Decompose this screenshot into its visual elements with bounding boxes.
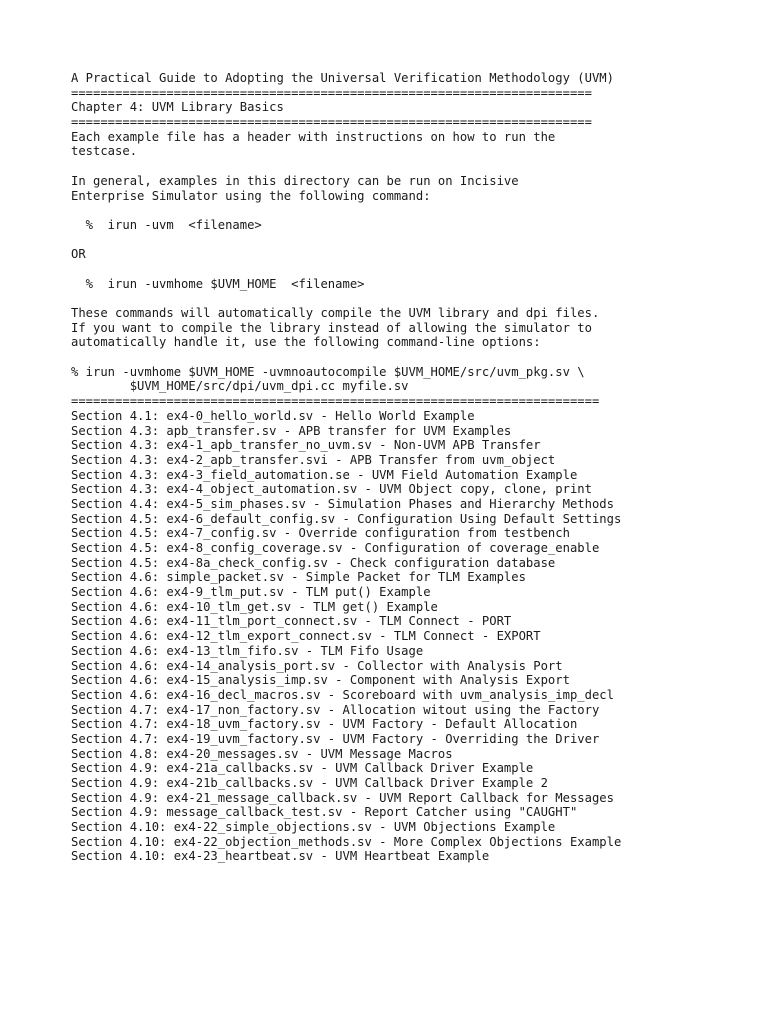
intro-line: testcase.: [71, 144, 138, 159]
section-entry: Section 4.6: ex4-9_tlm_put.sv - TLM put() Example: [71, 585, 431, 600]
section-entry: Section 4.10: ex4-23_heartbeat.sv - UVM Heartbeat Example: [71, 849, 490, 864]
separator-rule: =======================================================================: [71, 115, 592, 130]
section-entry: Section 4.4: ex4-5_sim_phases.sv - Simulation Phases and Hierarchy Methods: [71, 496, 614, 511]
section-entry: Section 4.6: ex4-12_tlm_export_connect.sv - TLM Connect - EXPORT: [71, 629, 541, 644]
section-entry: Section 4.6: ex4-15_analysis_imp.sv - Component with Analysis Export: [71, 673, 570, 688]
section-entry: Section 4.9: ex4-21_message_callback.sv - UVM Report Callback for Messages: [71, 790, 614, 805]
blank-line: [71, 291, 751, 306]
section-entry: Section 4.7: ex4-17_non_factory.sv - Allocation witout using the Factory: [71, 702, 600, 717]
command-line: % irun -uvmhome $UVM_HOME <filename>: [71, 276, 365, 291]
separator-rule: ========================================================================: [71, 394, 600, 409]
section-entry: Section 4.9: message_callback_test.sv - Report Catcher using "CAUGHT": [71, 805, 578, 820]
section-entry: Section 4.5: ex4-6_default_config.sv - Configuration Using Default Settings: [71, 511, 622, 526]
section-entry: Section 4.1: ex4-0_hello_world.sv - Hello World Example: [71, 408, 475, 423]
document-body: [71, 71, 751, 864]
section-entry: Section 4.9: ex4-21a_callbacks.sv - UVM Callback Driver Example: [71, 761, 534, 776]
separator-rule: =======================================================================: [71, 85, 592, 100]
or-text: OR: [71, 247, 86, 262]
compile-note-line: If you want to compile the library instead of allowing the simulator to: [71, 320, 592, 335]
compile-note-line: These commands will automatically compile the UVM library and dpi files.: [71, 306, 600, 320]
section-entry: Section 4.7: ex4-19_uvm_factory.sv - UVM Factory - Overriding the Driver: [71, 731, 600, 746]
section-entry: Section 4.6: ex4-16_decl_macros.sv - Scoreboard with uvm_analysis_imp_decl: [71, 687, 614, 702]
section-entry: Section 4.3: ex4-2_apb_transfer.svi - APB Transfer from uvm_object: [71, 452, 556, 467]
blank-line: [71, 350, 751, 365]
section-entry: Section 4.3: ex4-4_object_automation.sv - UVM Object copy, clone, print: [71, 482, 592, 497]
blank-line: [71, 159, 751, 174]
general-line: In general, examples in this directory can be run on Incisive: [71, 173, 519, 188]
section-entry: Section 4.3: ex4-1_apb_transfer_no_uvm.sv - Non-UVM APB Transfer: [71, 438, 541, 453]
command-line: % irun -uvm <filename>: [71, 217, 262, 232]
section-entry: Section 4.6: ex4-10_tlm_get.sv - TLM get() Example: [71, 599, 438, 614]
command-line: % irun -uvmhome $UVM_HOME -uvmnoautocompile $UVM_HOME/src/uvm_pkg.sv \: [71, 364, 585, 379]
section-entry: Section 4.6: ex4-14_analysis_port.sv - Collector with Analysis Port: [71, 658, 563, 673]
blank-line: [71, 262, 751, 277]
section-entry: Section 4.6: ex4-11_tlm_port_connect.sv - TLM Connect - PORT: [71, 614, 512, 629]
section-entry: Section 4.5: ex4-8a_check_config.sv - Check configuration database: [71, 555, 556, 570]
general-line: Enterprise Simulator using the following command:: [71, 188, 431, 203]
section-entry: Section 4.10: ex4-22_simple_objections.sv - UVM Objections Example: [71, 820, 556, 835]
section-entry: Section 4.3: ex4-3_field_automation.se - UVM Field Automation Example: [71, 467, 578, 482]
section-entry: Section 4.7: ex4-18_uvm_factory.sv - UVM Factory - Default Allocation: [71, 717, 578, 732]
command-line: $UVM_HOME/src/dpi/uvm_dpi.cc myfile.sv: [71, 379, 409, 394]
section-entry: Section 4.9: ex4-21b_callbacks.sv - UVM Callback Driver Example 2: [71, 776, 548, 790]
section-entry: Section 4.6: simple_packet.sv - Simple Packet for TLM Examples: [71, 570, 526, 585]
section-entry: Section 4.10: ex4-22_objection_methods.sv - More Complex Objections Example: [71, 834, 622, 849]
blank-line: [71, 203, 751, 218]
compile-note-line: automatically handle it, use the following command-line options:: [71, 335, 541, 350]
section-entry: Section 4.6: ex4-13_tlm_fifo.sv - TLM Fifo Usage: [71, 643, 424, 658]
section-entry: Section 4.5: ex4-8_config_coverage.sv - Configuration of coverage_enable: [71, 541, 600, 555]
section-entry: Section 4.5: ex4-7_config.sv - Override configuration from testbench: [71, 526, 570, 541]
document-title: A Practical Guide to Adopting the Universal Verification Methodology (UVM): [71, 71, 614, 85]
section-list: [71, 409, 751, 864]
section-entry: Section 4.8: ex4-20_messages.sv - UVM Message Macros: [71, 746, 453, 761]
chapter-heading: Chapter 4: UVM Library Basics: [71, 100, 284, 115]
intro-line: Each example file has a header with instructions on how to run the: [71, 129, 556, 144]
section-entry: Section 4.3: apb_transfer.sv - APB transfer for UVM Examples: [71, 423, 512, 438]
blank-line: [71, 233, 751, 248]
